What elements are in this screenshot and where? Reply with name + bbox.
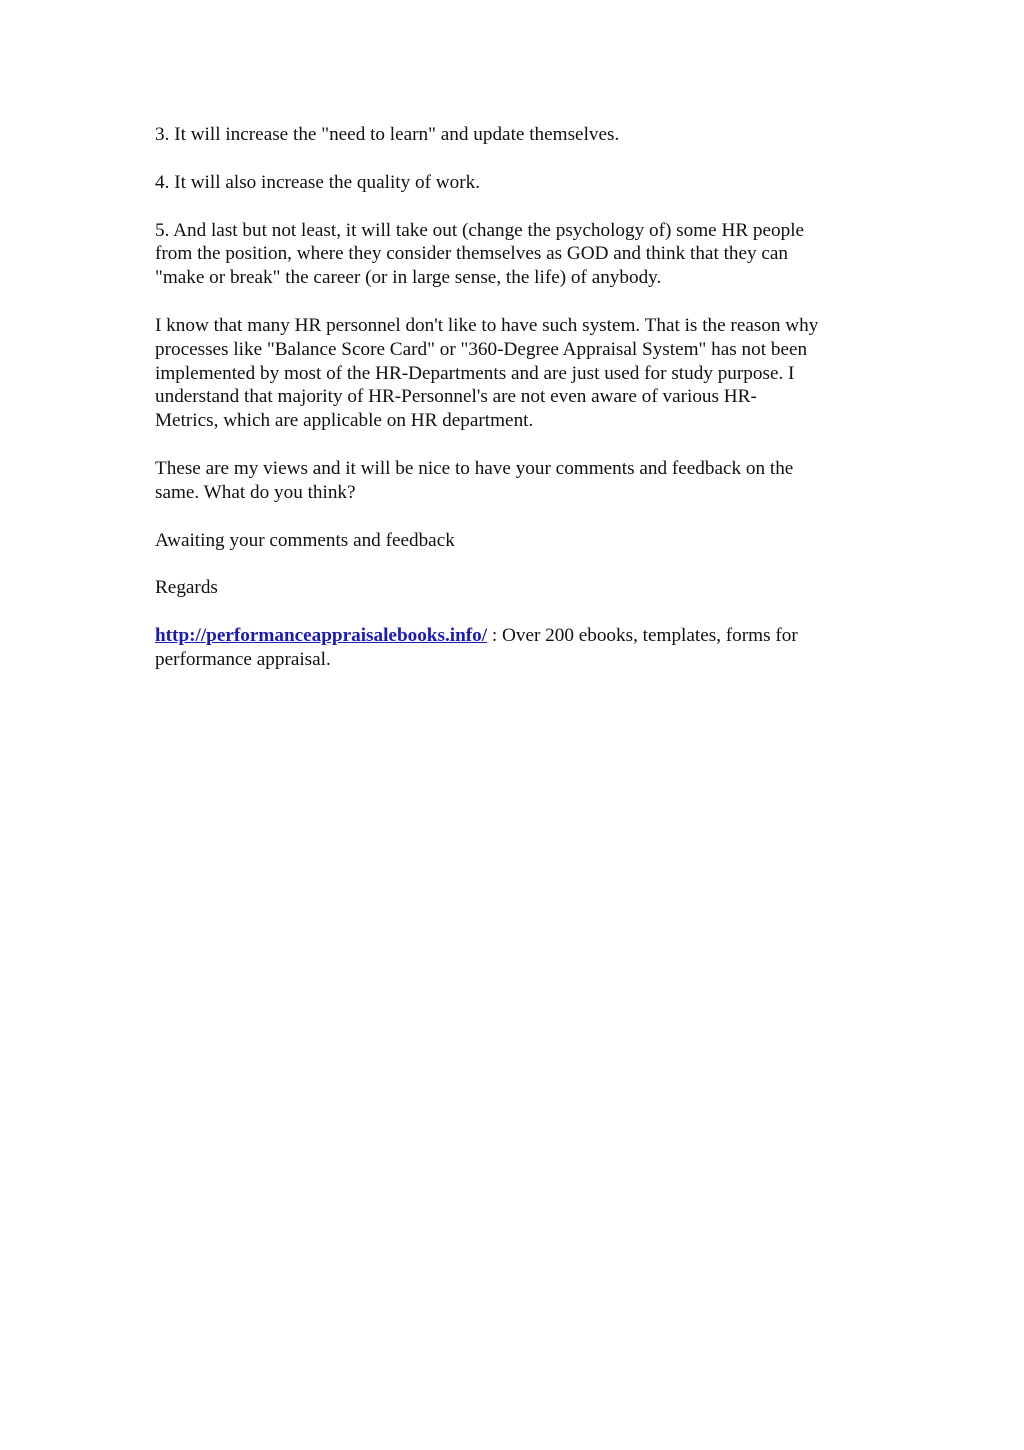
paragraph-point-3: 3. It will increase the "need to learn" and update themselves. bbox=[155, 124, 620, 145]
ebooks-link[interactable]: http://performanceappraisalebooks.info/ bbox=[155, 625, 488, 647]
paragraph-point-5: 5. And last but not least, it will take out (change the psychology of) some HR people from the position, where they consider themselves as GOD and think that they can "make or break" the career (or in large sense, the life) of anybody. bbox=[155, 219, 805, 289]
paragraph-hr-personnel: I know that many HR personnel don't like to have such system. That is the reason why processes like "Balance Score Card" or "360-Degree Appraisal System" has not been implemented by most of the HR-Departments and are just used for study purpose. I understand that majority of HR-Personnel's are not even aware of various HR- Metrics, which are applicable on HR department. bbox=[155, 314, 819, 432]
document-body bbox=[155, 123, 875, 696]
paragraph-footer bbox=[155, 624, 875, 672]
paragraph-regards: Regards bbox=[155, 577, 218, 599]
paragraph-awaiting: Awaiting your comments and feedback bbox=[155, 529, 455, 551]
paragraph-point-4: 4. It will also increase the quality of work. bbox=[155, 171, 481, 193]
paragraph-views: These are my views and it will be nice to have your comments and feedback on the same. What do you think? bbox=[155, 457, 794, 503]
footer-description: : Over 200 ebooks, templates, forms for performance appraisal. bbox=[155, 625, 798, 670]
